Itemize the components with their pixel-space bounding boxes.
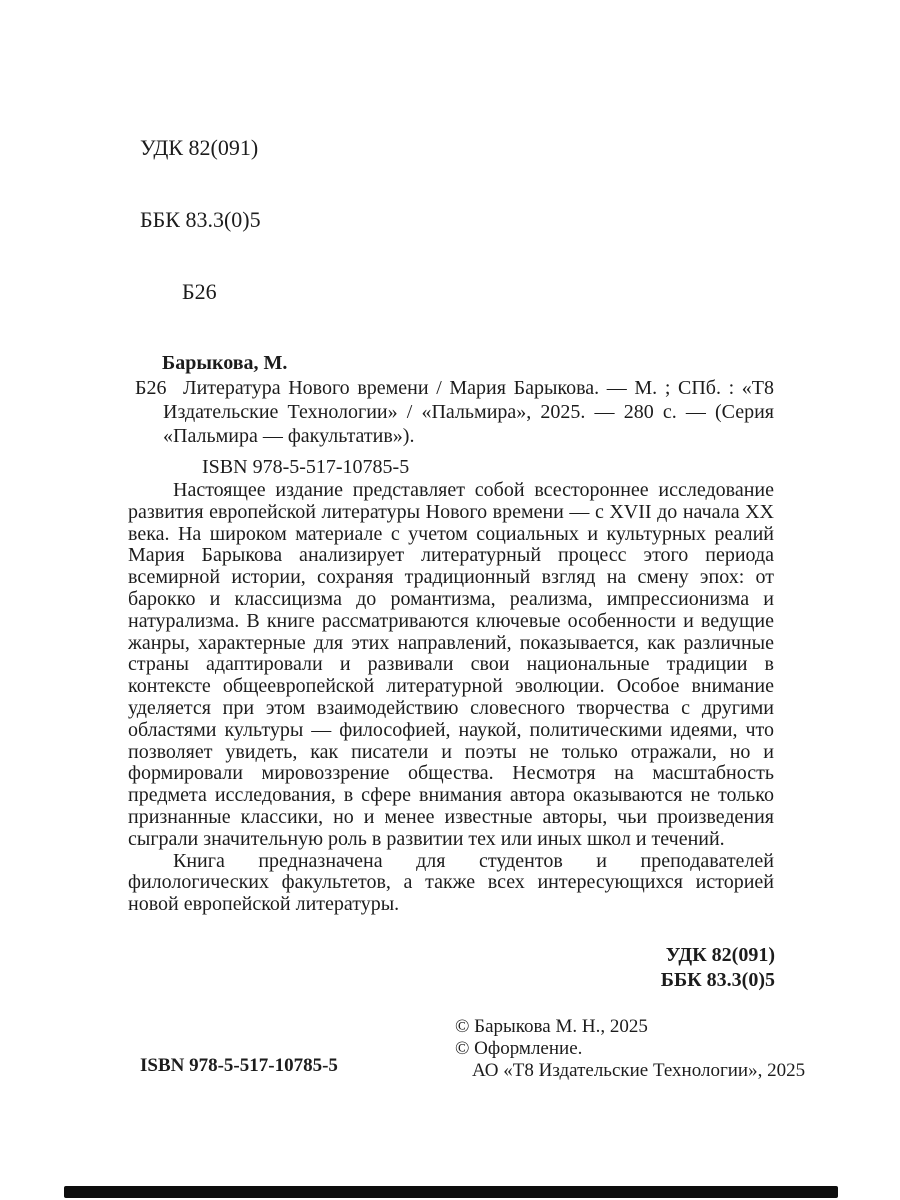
copyright-design: © Оформление. — [455, 1038, 583, 1059]
copyright-block — [455, 1016, 805, 1082]
annotation-paragraph-2: Книга предназначена для студентов и преподавателей филологических факультетов, а также всех интересующихся историей новой европейской литературы. — [128, 849, 774, 916]
isbn-bottom: ISBN 978-5-517-10785-5 — [140, 1055, 338, 1076]
udk-code-top: УДК 82(091) — [140, 135, 259, 160]
bib-entry-code: Б26 — [135, 377, 167, 399]
bib-author: Барыкова, М. — [162, 352, 288, 374]
copyright-publisher: АО «Т8 Издательские Технологии», 2025 — [472, 1060, 806, 1081]
bibliographic-block — [128, 351, 774, 479]
annotation-block — [128, 480, 774, 916]
bib-entry-wrap — [128, 376, 774, 448]
bib-entry-text: Литература Нового времени / Мария Барыкова. — М. ; СПб. : «Т8 Издательские Технологии» / «Пальмира», 2025. — 280 с. — (Серия «Пальмира — факультатив»). — [163, 377, 774, 447]
udk-code-bottom: УДК 82(091) — [665, 944, 775, 966]
page-edge-scan-bar — [64, 1186, 838, 1198]
bib-isbn: ISBN 978-5-517-10785-5 — [202, 456, 410, 478]
bbk-code-top: ББК 83.3(0)5 — [140, 207, 261, 232]
annotation-paragraph-1: Настоящее издание представляет собой всестороннее исследование развития европейской литературы Нового времени — с XVII до начала XX века. На широком материале с учетом социальных и культурных реалий Мария Барыкова анализирует литературный процесс этого периода всемирной истории, сохраняя традиционный взгляд на смену эпох: от барокко и классицизма до романтизма, реализма, импрессионизма и натурализма. В книге рассматриваются ключевые особенности и ведущие жанры, характерные для этих направлений, показывается, как различные страны адаптировали и развивали свои национальные традиции в контексте общеевропейской литературной эволюции. Особое внимание уделяется при этом взаимодействию словесного творчества с другими областями культуры — философией, наукой, политическими идеями, что позволяет увидеть, как писатели и поэты не только отражали, но и формировали мировоззрение общества. Несмотря на масштабность предмета исследования, в сфере внимания автора оказываются не только признанные классики, но и менее известные авторы, чьи произведения сыграли значительную роль в развитии тех или иных школ и течений. — [128, 479, 774, 850]
author-sign-top: Б26 — [182, 279, 217, 304]
copyright-author: © Барыкова М. Н., 2025 — [455, 1016, 648, 1037]
bottom-classification-codes — [128, 943, 775, 993]
bbk-code-bottom: ББК 83.3(0)5 — [660, 969, 775, 991]
top-classification-codes — [140, 88, 261, 352]
